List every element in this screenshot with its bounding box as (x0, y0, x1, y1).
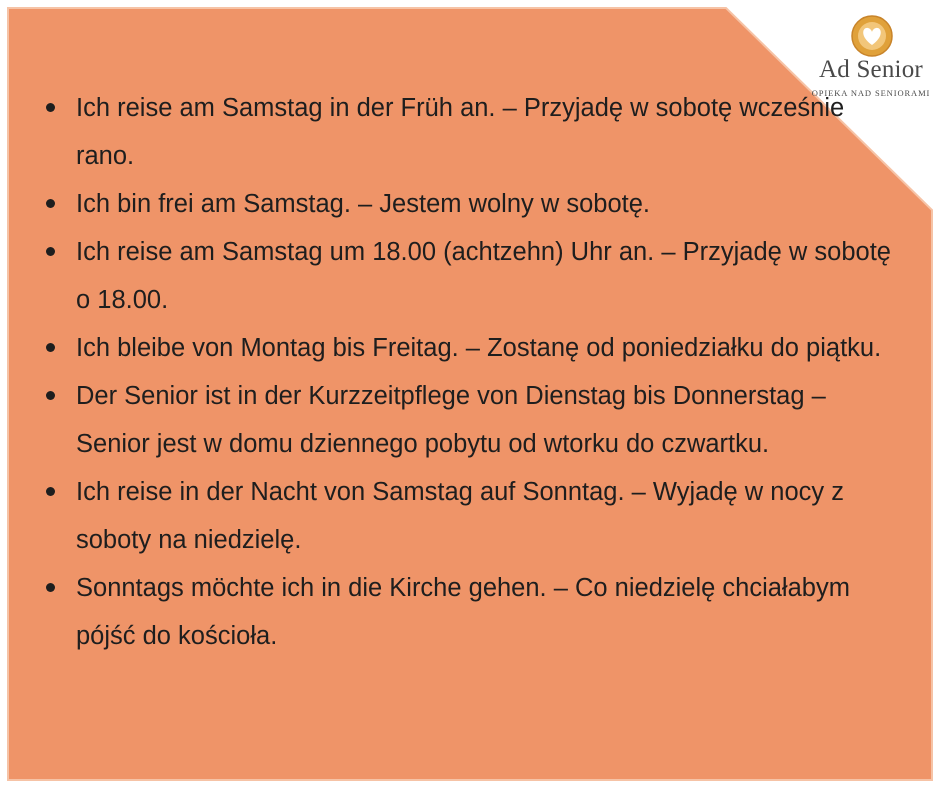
list-item (46, 372, 906, 468)
phrase-text: Ich reise am Samstag um 18.00 (achtzehn) Uhr an. – Przyjadę w sobotę o 18.00. (76, 238, 891, 314)
bullet-icon (46, 199, 55, 208)
bullet-icon (46, 487, 55, 496)
heart-logo-icon (850, 14, 894, 58)
list-item (46, 180, 906, 228)
bullet-icon (46, 343, 55, 352)
list-item (46, 324, 906, 372)
list-item (46, 564, 906, 660)
list-item (46, 468, 906, 564)
list-item (46, 228, 906, 324)
phrase-text: Der Senior ist in der Kurzzeitpflege von Dienstag bis Donnerstag – Senior jest w domu dziennego pobytu od wtorku do czwartku. (76, 382, 826, 458)
phrase-text: Sonntags möchte ich in die Kirche gehen. – Co niedzielę chciałabym pójść do kościoła. (76, 574, 850, 650)
bullet-icon (46, 247, 55, 256)
list-item (46, 84, 906, 180)
phrase-text: Ich reise in der Nacht von Samstag auf Sonntag. – Wyjadę w nocy z soboty na niedzielę. (76, 478, 845, 554)
bullet-icon (46, 391, 55, 400)
phrase-text: Ich bleibe von Montag bis Freitag. – Zostanę od poniedziałku do piątku. (76, 334, 882, 362)
bullet-icon (46, 583, 55, 592)
brand-tagline: OPIEKA NAD SENIORAMI (811, 88, 931, 98)
brand-name: Ad Senior (819, 56, 923, 83)
phrase-list (46, 84, 906, 660)
phrase-text: Ich reise am Samstag in der Früh an. – Przyjadę w sobotę wcześnie rano. (76, 94, 845, 170)
bullet-icon (46, 103, 55, 112)
phrase-text: Ich bin frei am Samstag. – Jestem wolny w sobotę. (76, 190, 650, 218)
